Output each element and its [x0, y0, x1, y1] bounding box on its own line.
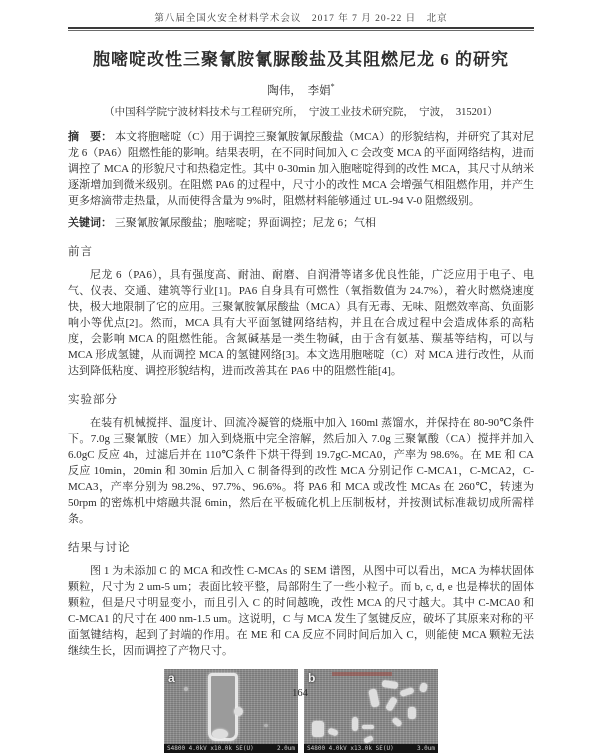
section-heading-experimental: 实验部分 [68, 394, 118, 406]
keywords-paragraph [68, 215, 534, 231]
abstract-text: 本文将胞嘧啶（C）用于调控三聚氰胺氰尿酸盐（MCA）的形貌结构，并研究了其对尼龙 6（PA6）阻燃性能的影响。结果表明，在不同时间加入 C 会改变 MCA 的平面网络结构，进而调控了 MCA 的形貌尺寸和热稳定性。其中 0-30min 加入胞嘧啶得到的改性 MCA，其尺寸从纳米逐渐增加到微米级别。在阻燃 PA6 的过程中，尺寸小的改性 MCA 会增强气相阻燃作用，并产生更多熔滴带走热量，从而使得含量为 9%时，阻燃材料能够通过 UL-94 V-0 阻燃级别。 [68, 131, 534, 207]
keywords-label: 关键词： [68, 217, 112, 229]
page-number: 164 [292, 688, 308, 699]
figure-1-sem-images [68, 669, 534, 753]
abstract-label: 摘 要： [68, 131, 113, 143]
sem-a-scalebar-scale: 2.0um [276, 745, 295, 752]
paper-title: 胞嘧啶改性三聚氰胺氰脲酸盐及其阻燃尼龙 6 的研究 [93, 50, 509, 69]
conference-header: 第八届全国火安全材料学术会议 2017 年 7 月 20-22 日 北京 [154, 14, 448, 24]
sem-particle [391, 716, 403, 727]
affiliation-line: （中国科学院宁波材料技术与工程研究所， 宁波工业技术研究院， 宁波， 315201） [104, 107, 498, 118]
sem-particle [312, 721, 324, 737]
keywords-text: 三聚氰胺氰尿酸盐；胞嘧啶；界面调控；尼龙 6；气相 [114, 217, 376, 229]
experimental-paragraph: 在装有机械搅拌、温度计、回流冷凝管的烧瓶中加入 160ml 蒸馏水，并保持在 80-90℃条件下。7.0g 三聚氰胺（ME）加入到烧瓶中完全溶解，然后加入 7.0g 三聚氰酸（CA）搅拌并加入 6.0gC 反应 4h，过滤后并在 110℃条件下烘干得到 19.7gC-MCA0，产率为 98.6%。在 ME 和 CA 反应 10min，20min 和 30min 后加入 C 制备得到的改性 MCA 分别记作 C-MCA1，C-MCA2，C-MCA3，产率分别为 98.2%、97.7%、96.6%。将 PA6 和 MCA 或改性 MCAs 在 260℃，转速为 50rpm 的密炼机中熔融共混 6min，然后在平板硫化机上压制板材，并按测试标准裁切成所需样条。 [68, 417, 534, 525]
sem-b-scalebar-scale: 3.0um [416, 745, 435, 752]
authors-line [68, 82, 534, 98]
section-heading-intro: 前言 [68, 246, 93, 258]
sem-particle [408, 707, 416, 719]
sem-image-a [164, 669, 298, 753]
sem-particle [363, 735, 373, 743]
intro-paragraph: 尼龙 6（PA6），具有强度高、耐油、耐磨、自润滑等诸多优良性能，广泛应用于电子、电气、仪表、交通、建筑等行业[1]。PA6 自身具有可燃性（氧指数值为 24.7%），着火时燃烧速度快，极大地限制了它的应用。三聚氰胺氰尿酸盐（MCA）具有无毒、无味、阻燃效率高、负面影响小等优点[2]。然而，MCA 具有大平面氢键网络结构，并且在合成过程中会造成体系的高粘度，会影响 MCA 的阻燃性能。含氮碱基是一类生物碱，由于含有氨基、羰基等结构，可以与 MCA 形成氢键，从而调控 MCA 的氢键网络[3]。本文选用胞嘧啶（C）对 MCA 进行改性，从而达到降低粘度、调控形貌结构，进而改善其在 PA6 中的阻燃性能[4]。 [68, 269, 534, 377]
scan-artifact-mark [332, 672, 392, 676]
abstract-paragraph [68, 129, 534, 209]
results-paragraph: 图 1 为未添加 C 的 MCA 和改性 C-MCAs 的 SEM 谱图，从图中可以看出，MCA 为棒状固体颗粒，尺寸为 2 um-5 um；表面比较平整，局部附生了一些小粒子。而 b, c, d, e 也是棒状的固体颗粒，但是尺寸明显变小，而且引入 C 的时间越晚，改性 MCA 的尺寸越大。其中 C-MCA0 和 C-MCA1 的尺寸在 400 nm-1.5 um。这说明，C 与 MCA 发生了氢键反应，破坏了其原来对称的平面氢键结构，起到了封端的作用。在 ME 和 CA 反应不同时间后加入 C，则能使 MCA 颗粒无法继续生长，因而调控了产物尺寸。 [68, 565, 534, 657]
sem-particle [264, 724, 268, 727]
corresponding-author-mark: * [330, 82, 335, 92]
sem-particle [234, 707, 243, 716]
sem-image-b [304, 669, 438, 753]
section-heading-results: 结果与讨论 [68, 542, 131, 554]
sem-a-scalebar-info: S4800 4.0kV x10.0k SE(U) [167, 745, 254, 752]
header-divider [68, 27, 534, 31]
sem-b-scalebar [304, 744, 438, 753]
sem-b-scalebar-info: S4800 4.0kV x13.0k SE(U) [307, 745, 394, 752]
sem-particle [327, 727, 338, 736]
sem-particle [362, 725, 374, 729]
sem-a-scalebar [164, 744, 298, 753]
sem-particle [352, 717, 358, 731]
sem-image-a-label: a [168, 671, 175, 685]
authors-names: 陶伟， 李娟 [267, 85, 331, 97]
sem-image-b-label: b [308, 671, 316, 685]
sem-particle [212, 729, 228, 739]
